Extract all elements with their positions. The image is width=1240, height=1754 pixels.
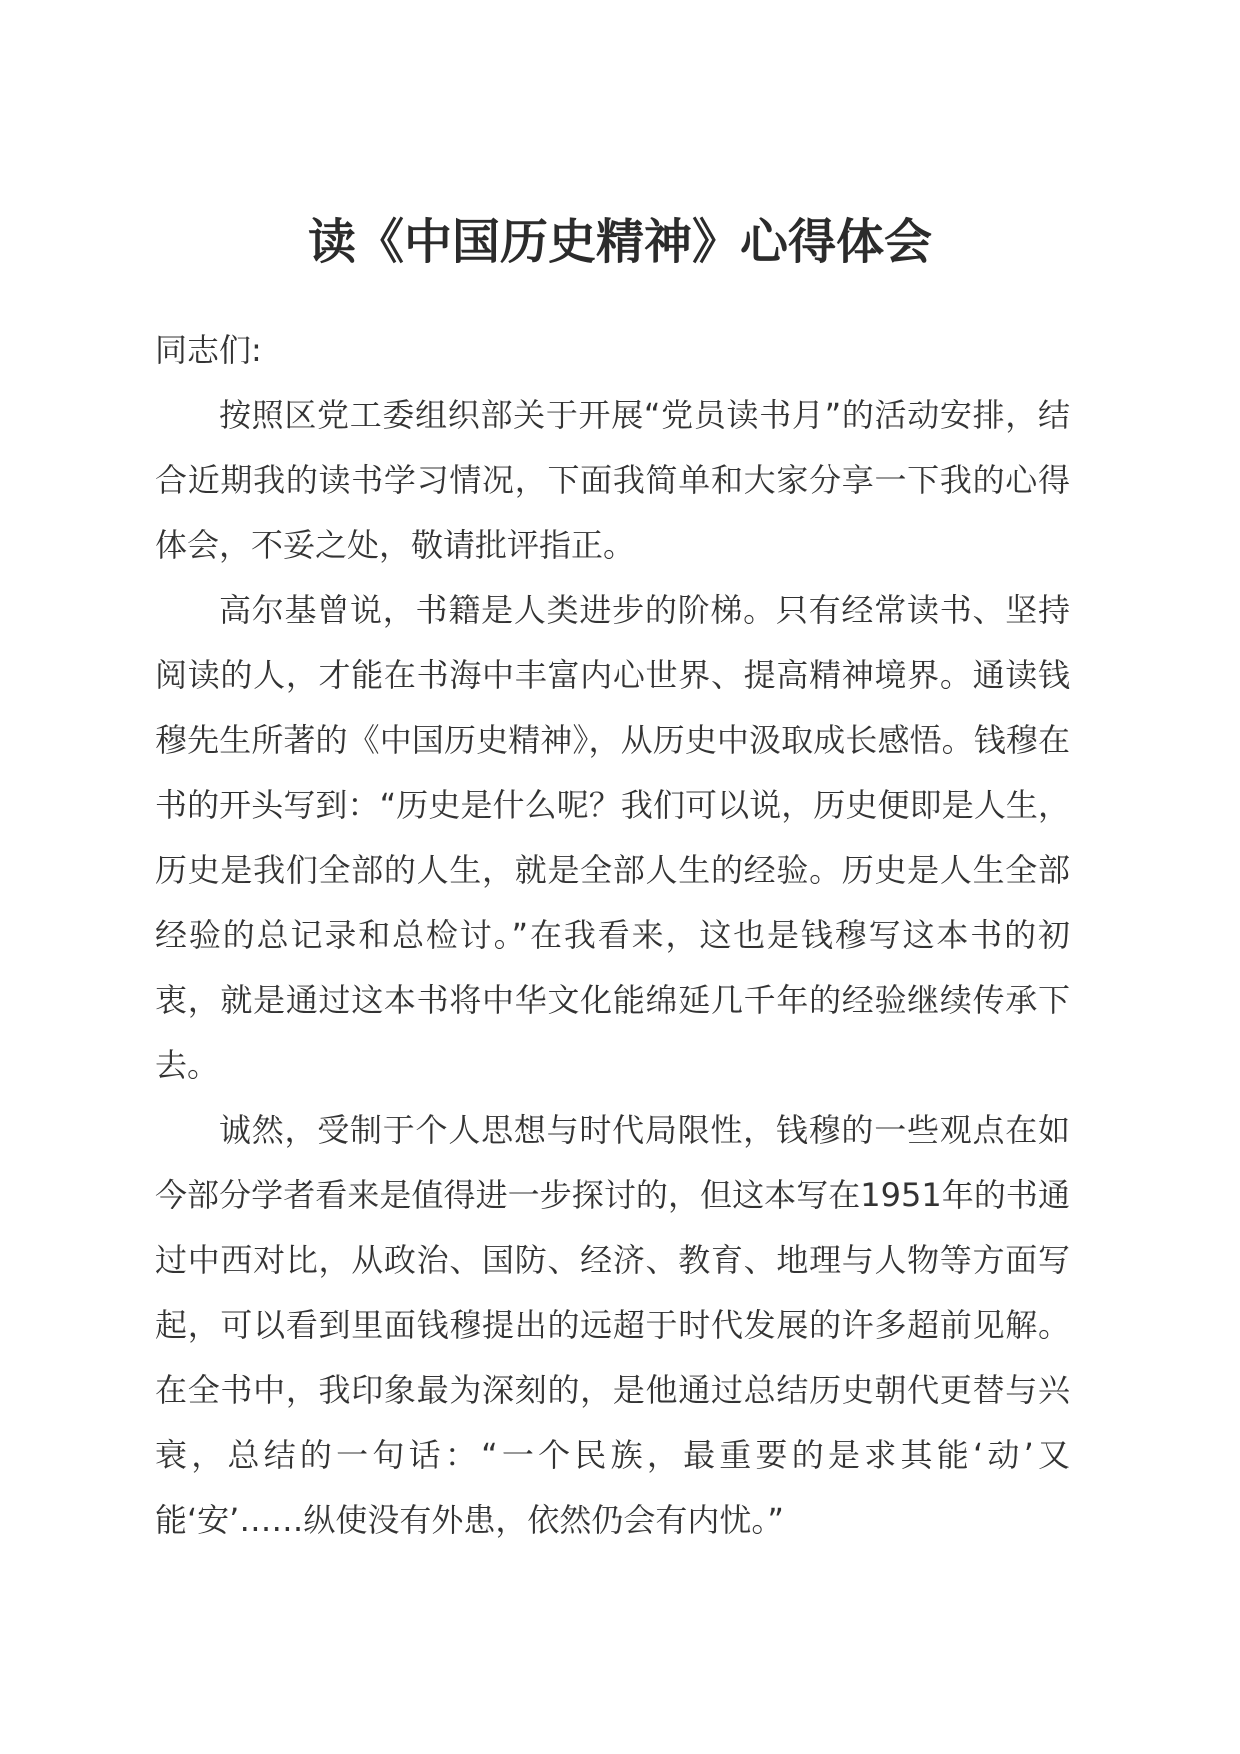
document-title: 读《中国历史精神》心得体会 <box>307 214 932 270</box>
paragraph-3: 诚然，受制于个人思想与时代局限性，钱穆的一些观点在如今部分学者看来是值得进一步探讨的，但这本写在1951年的书通过中西对比，从政治、国防、经济、教育、地理与人物等方面写起，可以看到里面钱穆提出的远超于时代发展的许多超前见解。在全书中，我印象最为深刻的，是他通过总结历史朝代更替与兴衰，总结的一句话：“一个民族，最重要的是求其能‘动’又能‘安’……纵使没有外患，依然仍会有内忧。” <box>155 1111 1070 1539</box>
paragraph-2: 高尔基曾说，书籍是人类进步的阶梯。只有经常读书、坚持阅读的人，才能在书海中丰富内心世界、提高精神境界。通读钱穆先生所著的《中国历史精神》，从历史中汲取成长感悟。钱穆在书的开头写到：“历史是什么呢？我们可以说，历史便即是人生，历史是我们全部的人生，就是全部人生的经验。历史是人生全部经验的总记录和总检讨。”在我看来，这也是钱穆写这本书的初衷，就是通过这本书将中华文化能绵延几千年的经验继续传承下去。 <box>155 591 1070 1084</box>
salutation: 同志们: <box>155 331 262 369</box>
paragraph-1: 按照区党工委组织部关于开展“党员读书月”的活动安排，结合近期我的读书学习情况，下面我简单和大家分享一下我的心得体会，不妥之处，敬请批评指正。 <box>155 396 1070 564</box>
document-body <box>155 318 1070 1553</box>
